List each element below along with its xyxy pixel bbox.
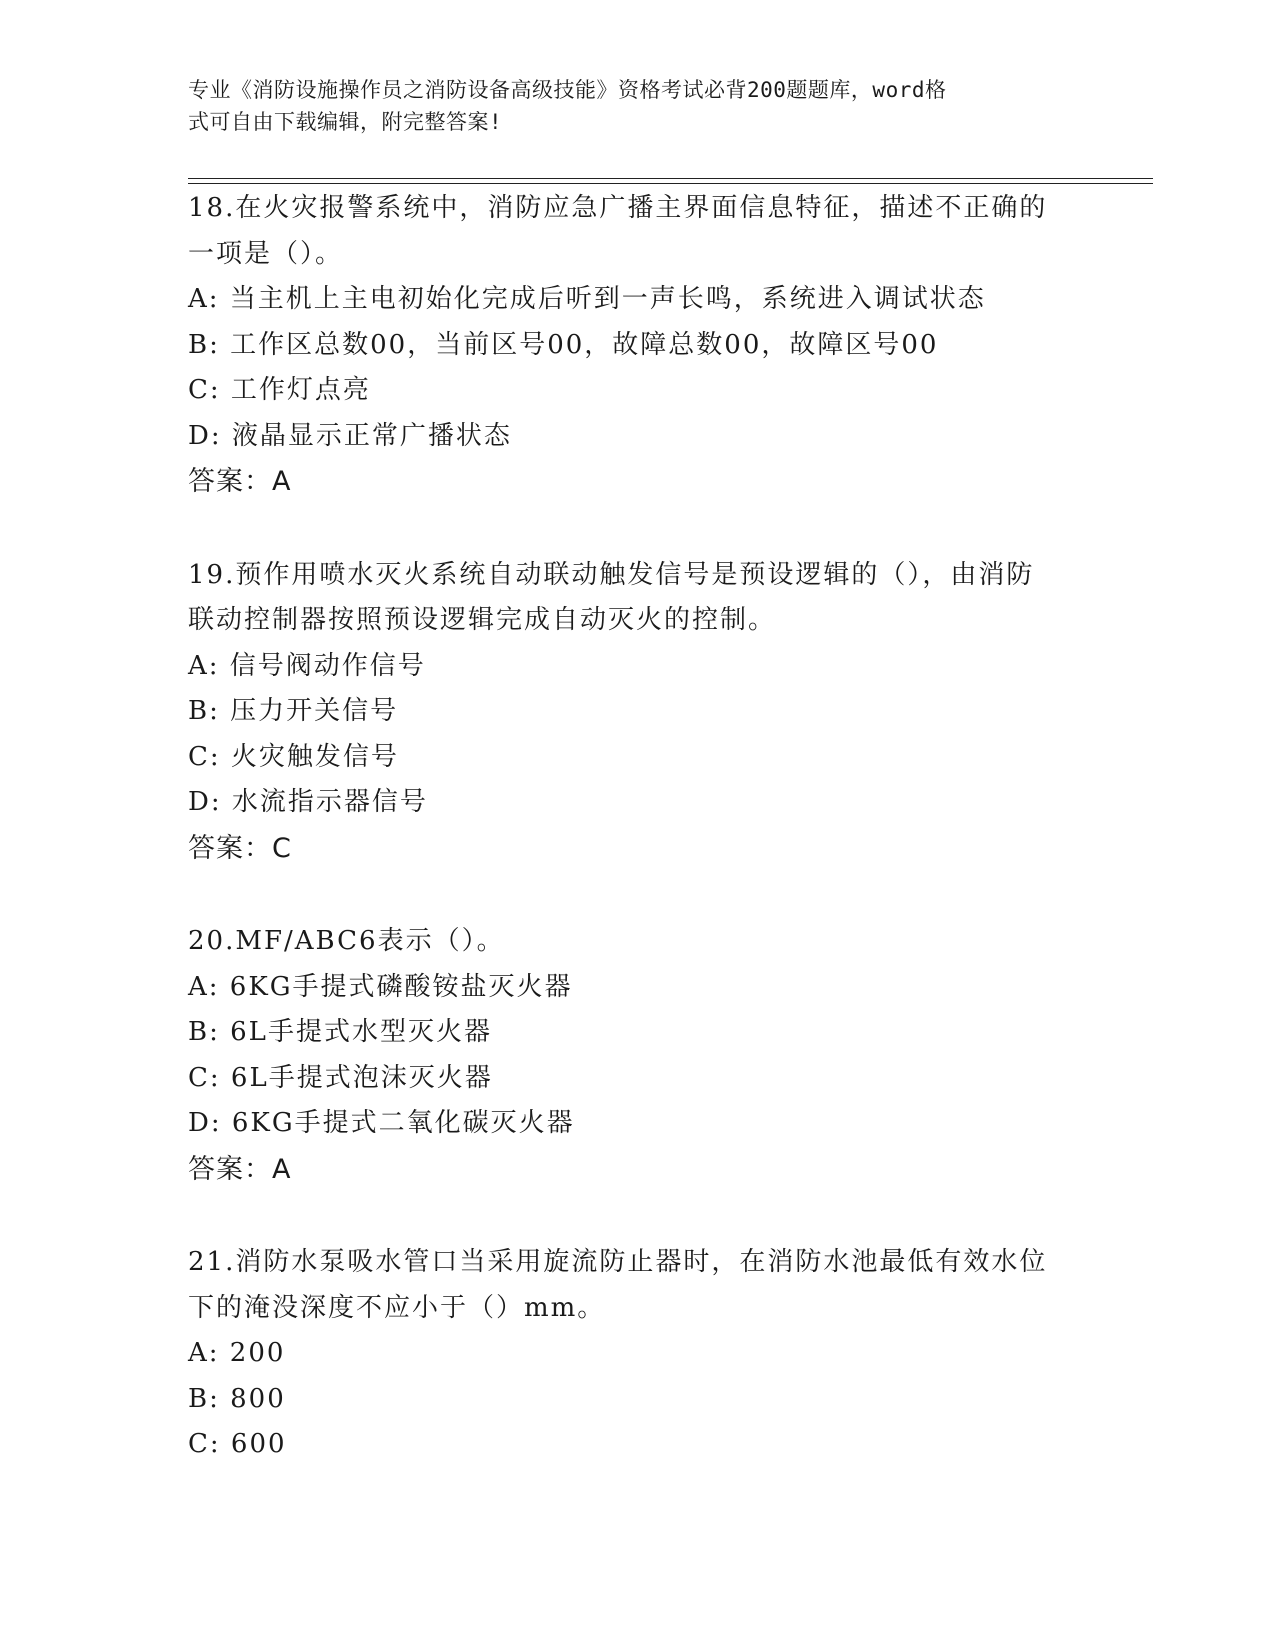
- header-line-1: 专业《消防设施操作员之消防设备高级技能》资格考试必背200题题库，word格: [188, 78, 947, 102]
- question-18: [188, 186, 1088, 505]
- question-stem: [188, 919, 1088, 965]
- option-c: C: 6L手提式泡沫灭火器: [188, 1062, 493, 1093]
- question-stem: [188, 1240, 1088, 1331]
- answer-line: 答案：C: [188, 832, 292, 864]
- document-header: [188, 74, 1068, 138]
- question-stem-line: 21.消防水泵吸水管口当采用旋流防止器时，在消防水池最低有效水位: [188, 1247, 1048, 1277]
- question-stem-line: 下的淹没深度不应小于（）mm。: [188, 1292, 606, 1323]
- header-divider-top: [188, 178, 1153, 179]
- header-line-2: 式可自由下载编辑，附完整答案!: [188, 110, 503, 134]
- question-stem-line: 一项是（）。: [188, 238, 344, 269]
- option-a: A: 6KG手提式磷酸铵盐灭火器: [188, 971, 573, 1002]
- answer-line: 答案：A: [188, 466, 292, 497]
- option-c: C: 火灾触发信号: [188, 741, 399, 772]
- question-20: [188, 919, 1088, 1192]
- option-d: D: 6KG手提式二氧化碳灭火器: [188, 1108, 575, 1138]
- option-b: B: 工作区总数00，当前区号00，故障总数00，故障区号00: [188, 329, 939, 360]
- answer-line: 答案：A: [188, 1153, 292, 1185]
- option-c: C: 工作灯点亮: [188, 375, 371, 405]
- question-19: [188, 553, 1088, 872]
- option-d: D: 液晶显示正常广播状态: [188, 420, 512, 451]
- option-b: B: 800: [188, 1383, 286, 1414]
- question-stem-line: 19.预作用喷水灭火系统自动联动触发信号是预设逻辑的（），由消防: [188, 559, 1035, 590]
- question-stem-line: 20.MF/ABC6表示（）。: [188, 926, 505, 956]
- option-a: A: 200: [188, 1338, 286, 1368]
- option-b: B: 压力开关信号: [188, 696, 399, 726]
- option-a: A: 信号阀动作信号: [188, 650, 426, 681]
- option-b: B: 6L手提式水型灭火器: [188, 1017, 492, 1047]
- question-stem-line: 联动控制器按照预设逻辑完成自动灭火的控制。: [188, 605, 777, 635]
- header-divider-bottom: [188, 183, 1153, 184]
- option-c: C: 600: [188, 1429, 287, 1459]
- option-d: D: 水流指示器信号: [188, 787, 428, 817]
- question-stem: [188, 186, 1088, 277]
- question-21: [188, 1240, 1088, 1468]
- question-list: [188, 186, 1088, 1516]
- question-stem: [188, 553, 1088, 644]
- question-stem-line: 18.在火灾报警系统中，消防应急广播主界面信息特征，描述不正确的: [188, 193, 1048, 223]
- option-a: A: 当主机上主电初始化完成后听到一声长鸣，系统进入调试状态: [188, 284, 986, 314]
